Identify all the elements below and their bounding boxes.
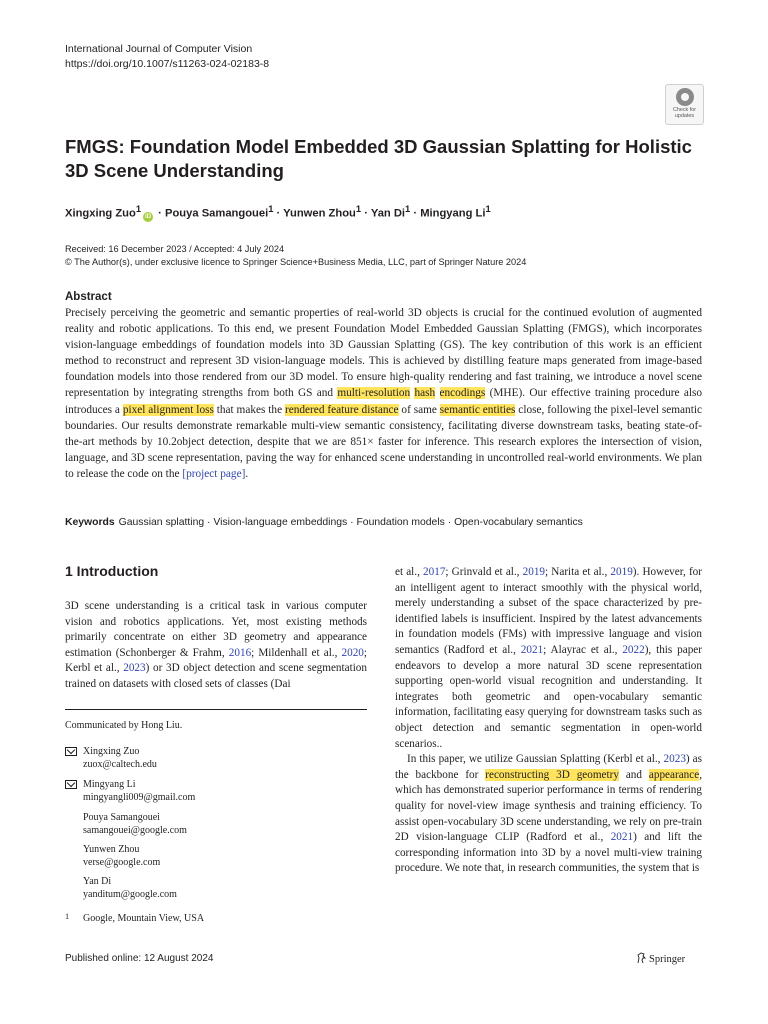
email-link[interactable]: verse@google.com <box>83 857 161 868</box>
highlight: semantic entities <box>439 403 516 416</box>
abstract-heading: Abstract <box>65 291 112 303</box>
highlight: rendered feature distance <box>284 403 399 416</box>
highlight: appearance <box>648 768 700 781</box>
springer-horse-icon <box>636 952 646 964</box>
citation-link[interactable]: 2021 <box>610 831 634 844</box>
email-link[interactable]: mingyangli009@gmail.com <box>83 792 196 803</box>
copyright-notice: © The Author(s), under exclusive licence to Springer Science+Business Media, LLC, part of Springer Nature 2024 <box>65 257 527 267</box>
communicated-by: Communicated by Hong Liu. <box>65 720 183 731</box>
journal-header <box>65 42 269 71</box>
section-heading-introduction: 1 Introduction <box>65 563 159 579</box>
paper-title: FMGS: Foundation Model Embedded 3D Gaussian Splatting for Holistic 3D Scene Understanding <box>65 136 692 181</box>
author-name[interactable]: Yan Di <box>370 207 406 220</box>
intro-paragraph: et al., 2017; Grinvald et al., 2019; Narita et al., 2019). However, for an intelligent agent to interact smoothly with the physical world, merely understanding a subset of the space characterized by pre-identified labels is insufficient. Inspired by the latest advancements in foundation models (FMs) with impressive language and vision semantics (Radford et al., 2021; Alayrac et al., 2022), this paper endeavors to develop a more natural 3D scene representation supporting open-world visual recognition and understanding. It integrates both geometric and open-vocabulary semantic information, facilitating easy querying for downstream tasks such as object detection and semantic segmentation in open-world scenarios.. <box>395 566 702 750</box>
corresponding-author-2: Mingyang Li mingyangli009@gmail.com <box>65 778 367 804</box>
intro-left-column <box>65 599 367 693</box>
citation-link[interactable]: 2020 <box>341 646 364 659</box>
highlight: multi-resolution <box>337 387 411 400</box>
keywords-label: Keywords <box>65 517 115 528</box>
intro-paragraph: 3D scene understanding is a critical task in various computer vision and robotics applications. Yet, most existing methods primarily concentrate on either 3D geometry and appearance estimation (Schonberger & Frahm, 2016; Mildenhall et al., 2020; Kerbl et al., 2023) or 3D object detection and scene segmentation trained on datasets with closed sets of classes (Dai <box>65 600 367 690</box>
keywords <box>65 517 583 528</box>
author-name[interactable]: Mingyang Li <box>420 207 486 220</box>
publisher-logo: Springer <box>636 952 685 965</box>
email-link[interactable]: samangouei@google.com <box>83 825 187 836</box>
footnote-divider <box>65 709 367 710</box>
author-contact: Yan Di yanditum@google.com <box>65 875 367 901</box>
email-link[interactable]: yanditum@google.com <box>83 889 177 900</box>
published-online: Published online: 12 August 2024 <box>65 953 214 964</box>
citation-link[interactable]: 2023 <box>663 753 686 766</box>
citation-link[interactable]: 2022 <box>622 643 645 656</box>
envelope-icon <box>65 780 77 789</box>
email-link[interactable]: zuox@caltech.edu <box>83 759 157 770</box>
affiliation: 1 Google, Mountain View, USA <box>65 912 205 924</box>
author-contact: Pouya Samangouei samangouei@google.com <box>65 811 367 837</box>
author-name[interactable]: Pouya Samangouei <box>165 207 269 220</box>
highlight: hash <box>414 387 436 400</box>
citation-link[interactable]: 2017 <box>423 566 446 578</box>
check-for-updates-badge[interactable]: Check for updates <box>665 84 704 125</box>
highlight: encodings <box>439 387 486 400</box>
envelope-icon <box>65 747 77 756</box>
corresponding-author-1: Xingxing Zuo zuox@caltech.edu <box>65 745 367 771</box>
intro-paragraph: In this paper, we utilize Gaussian Splatting (Kerbl et al., 2023) as the backbone for reconstructing 3D geometry and appearance, which has demonstrated superior performance in terms of rendering quality for novel-view image synthesis and training efficiency. To assist open-vocabulary 3D scene understanding, we rely on pre-train 2D vision-language CLIP (Radford et al., 2021) and lift the corresponding information into 3D by a novel multi-view training procedure. We note that, in research communities, the system that is <box>395 753 702 875</box>
orcid-icon[interactable]: iD <box>145 213 152 220</box>
author-name[interactable]: Xingxing Zuo <box>65 207 136 220</box>
intro-right-column <box>395 565 702 877</box>
author-name[interactable]: Yunwen Zhou <box>283 207 356 220</box>
received-accepted: Received: 16 December 2023 / Accepted: 4 July 2024 <box>65 244 285 254</box>
author-contact: Yunwen Zhou verse@google.com <box>65 843 367 869</box>
keywords-text: Gaussian splatting · Vision-language embeddings · Foundation models · Open-vocabulary semantics <box>118 517 583 528</box>
author-list: Xingxing Zuo$^1$iD · Pouya Samangouei$^1$ · Yunwen Zhou$^1$ · Yan Di$^1$ · Mingyang Li$^1$ <box>65 204 491 220</box>
journal-name: International Journal of Computer Vision <box>65 43 253 55</box>
crossmark-icon <box>676 88 694 106</box>
publication-dates <box>65 243 526 269</box>
highlight: pixel alignment loss <box>122 403 214 416</box>
project-page-link[interactable]: [project page] <box>182 467 246 480</box>
citation-link[interactable]: 2023 <box>123 662 146 675</box>
citation-link[interactable]: 2019 <box>522 566 546 578</box>
highlight: reconstructing 3D geometry <box>485 768 619 781</box>
citation-link[interactable]: 2016 <box>228 646 252 659</box>
abstract-text: Precisely perceiving the geometric and semantic properties of real-world 3D objects is crucial for the continued evolution of augmented reality and robotic applications. To this end, we present Foundation Model Embedded Gaussian Splatting (FMGS), which incorporates vision-language embeddings of foundation models into 3D Gaussian Splatting (GS). The key contribution of this work is an efficient method to reconstruct and represent 3D vision-language models. This is achieved by distilling feature maps generated from image-based foundation models into those rendered from our 3D model. To ensure high-quality rendering and fast training, we introduce a novel scene representation by integrating strengths from both GS and multi-resolution hash encodings (MHE). Our effective training procedure also introduces a pixel alignment loss that makes the rendered feature distance of same semantic entities close, following the pixel-level semantic boundaries. Our results demonstrate remarkable multi-view semantic consistency, facilitating diverse downstream tasks, beating state-of-the-art methods by 10.2object detection, despite that we are 851× faster for inference. This research explores the intersection of vision, language, and 3D scene representation, paving the way for enhanced scene understanding in uncontrolled real-world environments. We plan to release the code on the [project page]. <box>65 307 703 480</box>
doi-link[interactable]: https://doi.org/10.1007/s11263-024-02183-8 <box>65 57 270 70</box>
citation-link[interactable]: 2019 <box>610 566 633 578</box>
citation-link[interactable]: 2021 <box>520 643 544 656</box>
